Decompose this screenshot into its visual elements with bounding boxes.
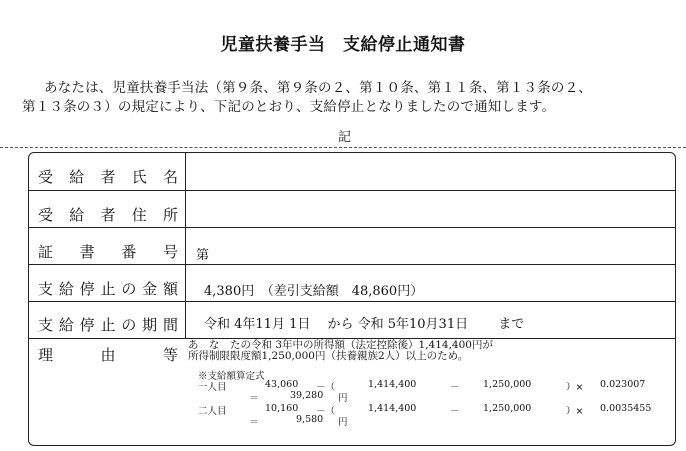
calc-close-times: ）× — [566, 406, 584, 417]
label-suspended-period — [38, 314, 178, 334]
calc-base: 10,160 — [265, 403, 299, 414]
label-char: 者 — [100, 168, 116, 186]
label-char: 停 — [79, 280, 95, 298]
label-char: 書 — [79, 243, 95, 261]
notice-form — [28, 152, 676, 446]
label-char: 名 — [162, 168, 178, 186]
label-char: 受 — [38, 168, 54, 186]
label-char: 停 — [79, 316, 95, 334]
row-divider — [28, 264, 676, 265]
label-char: 番 — [121, 243, 137, 261]
label-char: 証 — [38, 243, 54, 261]
label-reason — [38, 344, 178, 364]
label-char: 期 — [142, 316, 158, 334]
calc-minus-open: －（ — [316, 406, 336, 417]
calc-yen: 円 — [338, 417, 348, 428]
label-char: 由 — [100, 346, 116, 364]
label-char: 者 — [100, 206, 116, 224]
row-divider — [28, 227, 676, 228]
calc-income: 1,414,400 — [368, 379, 417, 390]
calc-result: 9,580 — [296, 414, 324, 425]
label-char: 給 — [58, 280, 74, 298]
document-title: 児童扶養手当 支給停止通知書 — [220, 35, 466, 55]
column-divider — [185, 152, 186, 338]
label-recipient-name — [38, 166, 178, 186]
calc-limit: 1,250,000 — [483, 379, 532, 390]
row-divider — [28, 301, 676, 302]
intro-line-2: 第１３条の３）の規定により、下記のとおり、支給停止となりましたので通知します。 — [22, 99, 556, 115]
calc-limit: 1,250,000 — [483, 403, 532, 414]
label-char: 氏 — [131, 168, 147, 186]
calc-who: 一人目 — [198, 382, 227, 393]
label-char: 支 — [38, 316, 54, 334]
calc-close-times: ）× — [566, 382, 584, 393]
certificate-number-value: 第 — [196, 248, 210, 263]
calc-yen: 円 — [338, 393, 348, 404]
calc-rate: 0.0035455 — [600, 403, 652, 414]
calc-minus-open: －（ — [316, 382, 336, 393]
label-char: 所 — [162, 206, 178, 224]
calc-who: 二人目 — [198, 406, 227, 417]
label-char: 額 — [162, 280, 178, 298]
calc-minus: － — [450, 382, 460, 393]
divider — [0, 147, 686, 148]
calc-title: ※支給額算定式 — [198, 371, 265, 382]
label-char: 止 — [100, 280, 116, 298]
label-char: 給 — [69, 168, 85, 186]
label-suspended-amount — [38, 278, 178, 298]
label-char: 理 — [38, 346, 54, 364]
label-char: の — [121, 316, 137, 334]
calc-base: 43,060 — [265, 379, 299, 390]
calc-result: 39,280 — [290, 390, 324, 401]
label-char: 金 — [142, 280, 158, 298]
label-char: 支 — [38, 280, 54, 298]
calc-minus: － — [450, 406, 460, 417]
label-char: 住 — [131, 206, 147, 224]
calc-income: 1,414,400 — [368, 403, 417, 414]
intro-line-1: あなたは、児童扶養手当法（第９条、第９条の２、第１０条、第１１条、第１３条の２、 — [44, 80, 592, 96]
calc-equals: ＝ — [249, 417, 259, 428]
label-char: 受 — [38, 206, 54, 224]
reason-line-2: 所得制限限度額1,250,000円（扶養親族2人）以上のため。 — [188, 350, 469, 362]
ki-heading: 記 — [338, 130, 352, 145]
label-char: 止 — [100, 316, 116, 334]
label-char: 等 — [162, 346, 178, 364]
label-char: 間 — [162, 316, 178, 334]
label-char: 給 — [69, 206, 85, 224]
label-char: 号 — [162, 243, 178, 261]
reason-line-1: あ な たの令和 3年中の所得額（法定控除後）1,414,400円が — [188, 339, 493, 351]
label-char: の — [121, 280, 137, 298]
suspended-period-value: 令和 4年11月 1日 から 令和 5年10月31日 まで — [204, 317, 525, 332]
label-recipient-address — [38, 204, 178, 224]
calc-equals: ＝ — [249, 393, 259, 404]
row-divider — [28, 190, 676, 191]
label-certificate-number — [38, 241, 178, 261]
calc-rate: 0.023007 — [600, 379, 646, 390]
label-char: 給 — [58, 316, 74, 334]
suspended-amount-value: 4,380円 （差引支給額 48,860円） — [204, 284, 424, 299]
